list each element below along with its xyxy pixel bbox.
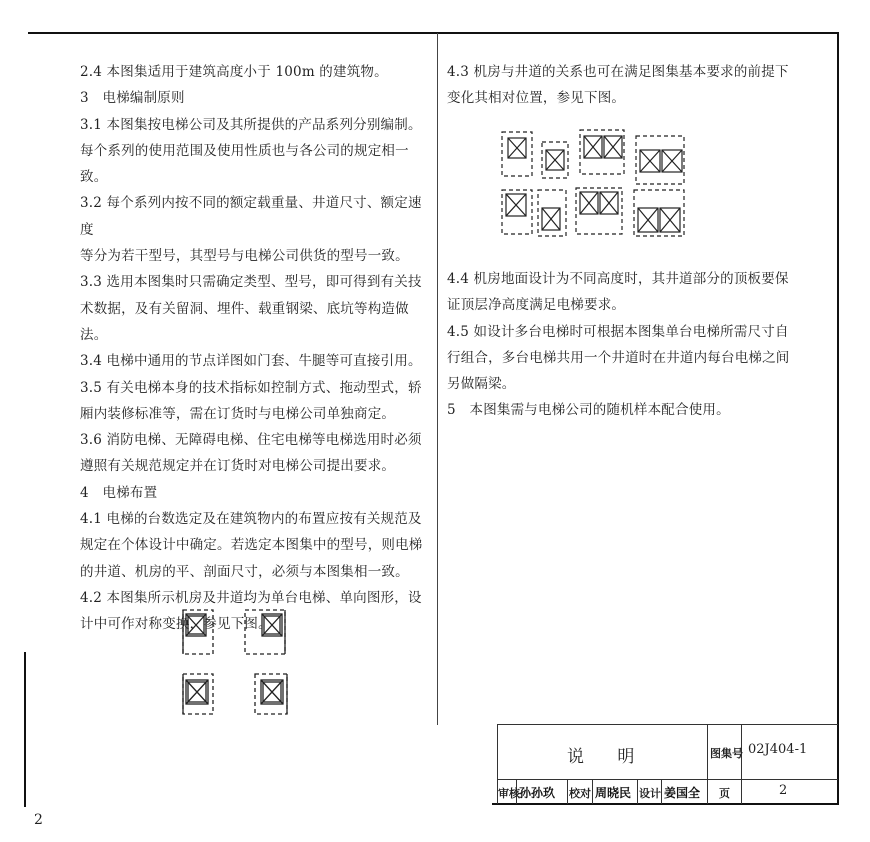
- design-label: 设计: [639, 787, 661, 800]
- elevator-unit: [183, 674, 213, 714]
- text-line: 4.2 本图集所示机房及井道均为单台电梯、单向图形，设: [80, 589, 422, 606]
- title-block-border: [707, 724, 708, 804]
- elevator-unit: [245, 610, 285, 654]
- text-line: 每个系列的使用范围及使用性质也与各公司的规定相一: [80, 142, 409, 159]
- text-line: 3.5 有关电梯本身的技术指标如控制方式、拖动型式，轿: [80, 379, 422, 396]
- text-line: 等分为若干型号，其型号与电梯公司供货的型号一致。: [80, 248, 409, 265]
- drawing-frame-right: [837, 32, 839, 804]
- drawing-frame-left: [24, 652, 26, 807]
- elevator-unit: [576, 188, 622, 234]
- text-line: 证顶层净高度满足电梯要求。: [447, 297, 626, 314]
- title-block-border: [661, 779, 662, 804]
- right-column-text-bottom: [447, 266, 827, 424]
- title-block-border: [497, 724, 838, 725]
- elevator-unit: [542, 142, 568, 178]
- text-line: 变化其相对位置，参见下图。: [447, 90, 626, 107]
- elevator-unit: [580, 130, 624, 174]
- section-heading: 5 本图集需与电梯公司的随机样本配合使用。: [447, 402, 730, 419]
- review-label: 审核: [498, 787, 520, 800]
- title-block-border: [741, 724, 742, 804]
- elevator-symmetry-diagram: [175, 606, 305, 716]
- text-line: 4.1 电梯的台数选定及在建筑物内的布置应按有关规范及: [80, 511, 422, 528]
- text-line: 厢内装修标准等，需在订货时与电梯公司单独商定。: [80, 405, 396, 422]
- right-column-text-top: [447, 59, 827, 112]
- text-line: 的井道、机房的平、剖面尺寸，必须与本图集相一致。: [80, 563, 409, 580]
- elevator-unit: [634, 190, 684, 236]
- title-block-border: [637, 779, 638, 804]
- text-line: 行组合，多台电梯共用一个井道时在井道内每台电梯之间: [447, 349, 790, 366]
- text-line: 规定在个体设计中确定。若选定本图集中的型号，则电梯: [80, 537, 423, 554]
- drawing-frame-top: [28, 32, 838, 34]
- text-line: 致。: [80, 169, 108, 186]
- check-label: 校对: [569, 787, 591, 800]
- elevator-unit: [502, 190, 532, 234]
- page-number: 2: [779, 783, 788, 798]
- title-block-border: [592, 779, 593, 804]
- machine-room-shaft-diagram: [500, 128, 700, 238]
- title-block-border: [497, 779, 838, 780]
- elevator-unit: [538, 190, 566, 236]
- text-line: 3.4 电梯中通用的节点详图如门套、牛腿等可直接引用。: [80, 353, 422, 370]
- text-line: 3.1 本图集按电梯公司及其所提供的产品系列分别编制。: [80, 116, 422, 133]
- elevator-unit: [183, 610, 213, 654]
- section-heading: 4 电梯布置: [80, 484, 158, 501]
- sheet-number: 2: [34, 812, 43, 828]
- text-line: 2.4 本图集适用于建筑高度小于 100m 的建筑物。: [80, 64, 388, 80]
- title-block: [497, 724, 838, 804]
- section-heading: 3 电梯编制原则: [80, 90, 185, 107]
- atlas-number: 02J404-1: [748, 742, 808, 757]
- text-line: 术数据，及有关留洞、埋件、载重钢梁、底坑等构造做法。: [80, 300, 409, 343]
- text-line: 另做隔梁。: [447, 376, 516, 393]
- text-line: 3.6 消防电梯、无障碍电梯、住宅电梯等电梯选用时必须: [80, 432, 422, 449]
- text-line: 4.5 如设计多台电梯时可根据本图集单台电梯所需尺寸自: [447, 323, 789, 340]
- text-line: 3.2 每个系列内按不同的额定载重量、井道尺寸、额定速度: [80, 195, 422, 238]
- atlas-number-label: 图集号: [710, 747, 743, 760]
- text-line: 4.4 机房地面设计为不同高度时，其井道部分的顶板要保: [447, 271, 789, 287]
- design-signature: 姜国全: [664, 786, 701, 800]
- drawing-title: 说 明: [567, 747, 649, 767]
- text-line: 计中可作对称变换，参见下图。: [80, 616, 272, 633]
- text-line: 4.3 机房与井道的关系也可在满足图集基本要求的前提下: [447, 64, 789, 80]
- text-line: 3.3 选用本图集时只需确定类型、型号，即可得到有关技: [80, 274, 422, 291]
- elevator-unit: [502, 132, 532, 176]
- page-label: 页: [719, 787, 730, 800]
- text-line: 遵照有关规范规定并在订货时对电梯公司提出要求。: [80, 458, 396, 475]
- review-signature: 孙孙玖: [519, 786, 556, 800]
- elevator-unit: [255, 674, 287, 714]
- check-signature: 周晓民: [595, 786, 632, 800]
- elevator-unit: [636, 136, 684, 184]
- column-divider: [437, 33, 438, 725]
- title-block-border: [567, 779, 568, 804]
- left-column-text: [80, 59, 425, 638]
